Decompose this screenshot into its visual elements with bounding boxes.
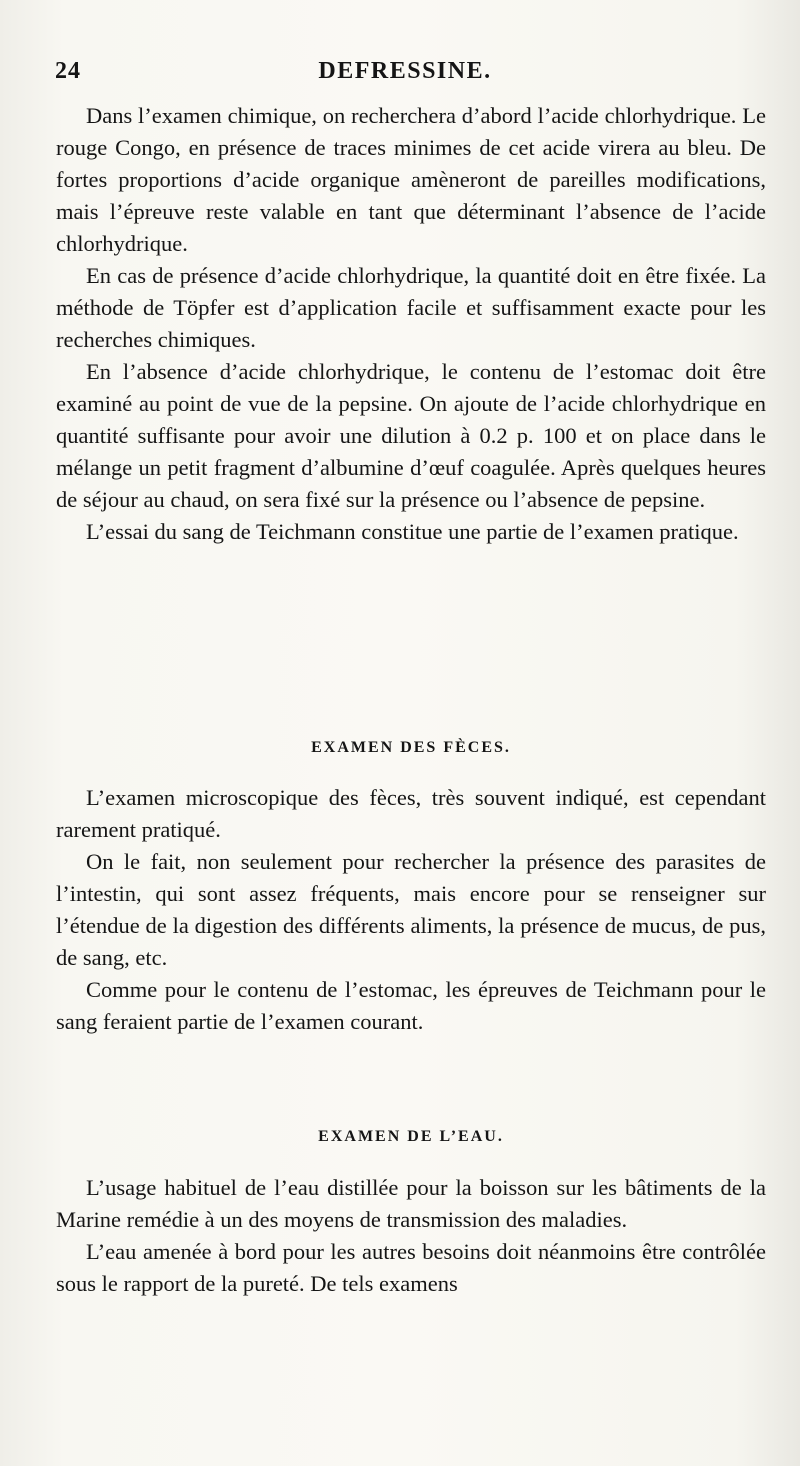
paragraph: On le fait, non seulement pour rechercher la présence des parasites de l’intestin, qui sont assez fréquents, mais encore pour se renseigner sur l’étendue de la digestion des différents aliments, la présence de mucus, de pus, de sang, etc. bbox=[56, 849, 766, 970]
paragraph: En l’absence d’acide chlorhydrique, le contenu de l’estomac doit être examiné au point de vue de la pepsine. On ajoute de l’acide chlorhydrique en quantité suffisante pour avoir une dilution à 0.2 p. 100 et on place dans le mélange un petit fragment d’albumine d’œuf coagulée. Après quelques heures de séjour au chaud, on sera fixé sur la présence ou l’absence de pepsine. bbox=[56, 359, 766, 512]
section-heading-water: EXAMEN DE L’EAU. bbox=[318, 1128, 504, 1145]
page-number: 24 bbox=[55, 58, 81, 84]
feces-examination-text bbox=[56, 782, 766, 1038]
paragraph: L’eau amenée à bord pour les autres besoins doit néanmoins être contrôlée sous le rapport de la pureté. De tels examens bbox=[56, 1239, 766, 1296]
paragraph: Dans l’examen chimique, on recherchera d’abord l’acide chlorhydrique. Le rouge Congo, en présence de traces minimes de cet acide virera au bleu. De fortes proportions d’acide organique amèneront de pareilles modifications, mais l’épreuve reste valable en tant que déterminant l’absence de l’acide chlorhydrique. bbox=[56, 103, 766, 256]
page-header bbox=[55, 58, 755, 88]
paragraph: Comme pour le contenu de l’estomac, les épreuves de Teichmann pour le sang feraient partie de l’examen courant. bbox=[56, 977, 766, 1034]
stomach-examination-text bbox=[56, 100, 766, 548]
section-heading-feces: EXAMEN DES FÈCES. bbox=[311, 739, 511, 756]
water-examination-text bbox=[56, 1172, 766, 1300]
paragraph: En cas de présence d’acide chlorhydrique, la quantité doit en être fixée. La méthode de Töpfer est d’application facile et suffisamment exacte pour les recherches chimiques. bbox=[56, 263, 766, 352]
running-title: DEFRESSINE. bbox=[318, 58, 492, 84]
paragraph: L’examen microscopique des fèces, très souvent indiqué, est cependant rarement pratiqué. bbox=[56, 785, 766, 842]
paragraph: L’usage habituel de l’eau distillée pour la boisson sur les bâtiments de la Marine remédie à un des moyens de transmission des maladies. bbox=[56, 1175, 766, 1232]
paragraph: L’essai du sang de Teichmann constitue une partie de l’examen pratique. bbox=[86, 519, 739, 544]
